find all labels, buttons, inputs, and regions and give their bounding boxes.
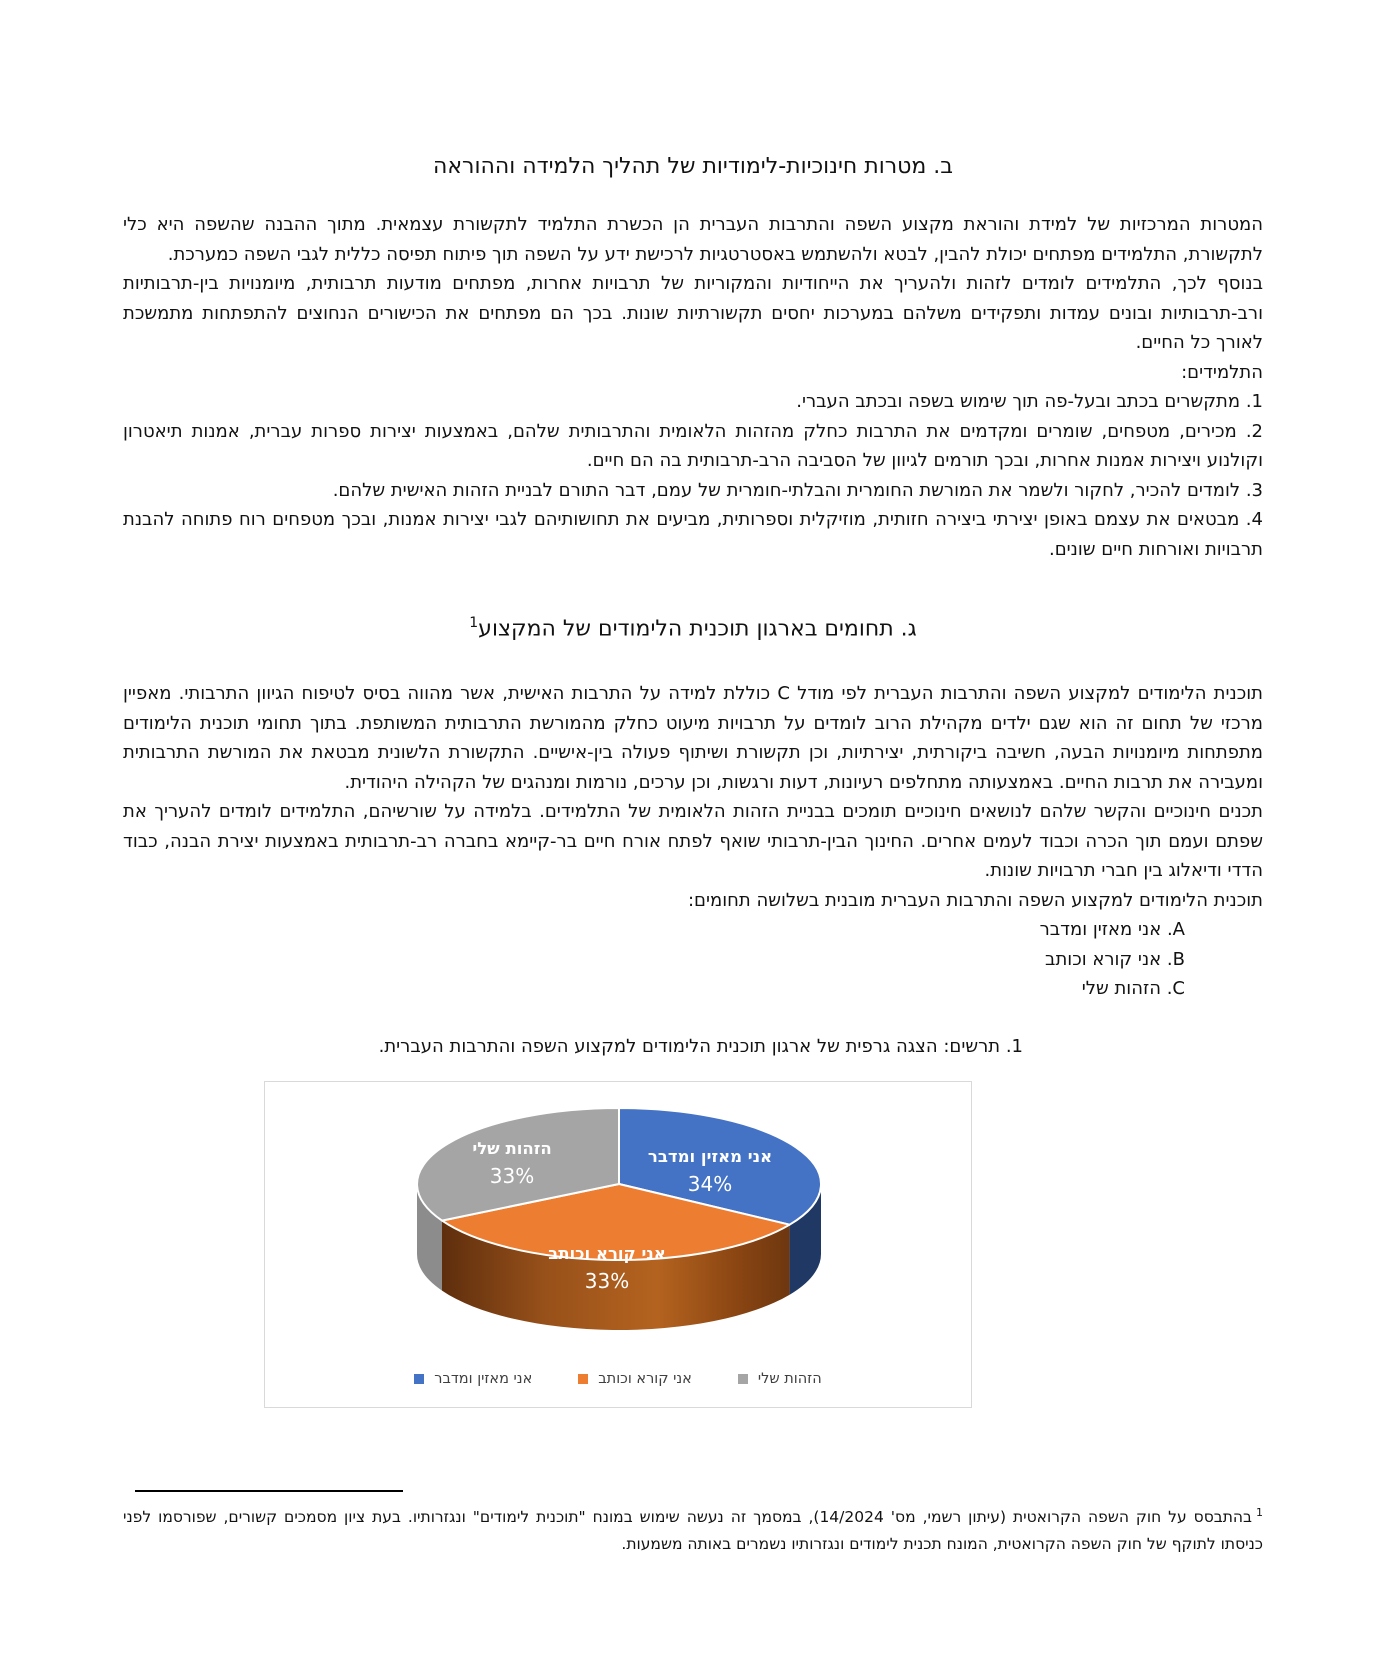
list-item-4: 4. מבטאים את עצמם באופן יצירתי ביצירה חזותית, מוזיקלית וספרותית, מביעים את תחושותיהם לגבי יצירות אמנות, ובכך מטפחים רוח פתוחה להבנת תרבויות ואורחות חיים שונים. [123,509,1263,560]
legend-marker-blue-icon [414,1374,424,1384]
section-b-heading: ב. מטרות חינוכיות-לימודיות של תהליך הלמידה וההוראה [432,154,954,179]
legend-marker-orange-icon [578,1374,588,1384]
legend-item-listening-speaking [414,1371,532,1387]
footnote-separator [135,1490,403,1492]
legend-label: אני קורא וכותב [598,1371,692,1388]
footnote-text: בהתבסס על חוק השפה הקרואטית (עיתון רשמי, מס' 14/2024), במסמך זה נעשה שימוש במונח "תוכנית לימודים" ונגזרותיו. בעת ציון מסמכים קשורים, שפורסמו לפני כניסתו לתוקף של חוק השפה הקרואטית, המונח תכנית לימודים ונגזרותיו נשמרים באותה משמעות. [123,1508,1263,1554]
domain-item-a: A. אני מאזין ומדבר [1039,919,1185,941]
pie-chart [265,1082,971,1342]
students-label: התלמידים: [1181,361,1263,383]
slice-label-listening-speaking: אני מאזין ומדבר [647,1147,773,1167]
legend-label: הזהות שלי [757,1371,822,1388]
legend-item-reading-writing [578,1371,692,1387]
list-item-3: 3. לומדים להכיר, לחקור ולשמר את המורשת החומרית והבלתי-חומרית של עמם, דבר התורם לבניית הזהות האישית שלהם. [332,479,1263,501]
domain-item-c: C. הזהות שלי [1081,978,1185,1000]
pie-chart-frame [264,1081,972,1408]
chart-legend [265,1371,971,1387]
section-b-paragraph-1: המטרות המרכזיות של למידת והוראת מקצוע השפה והתרבות העברית הן הכשרת התלמיד לתקשורת עצמאית. מתוך ההבנה שהשפה היא כלי לתקשורת, התלמידים מפתחים יכולת להבין, לבטא ולהשתמש באסטרטגיות לרכישת ידע על השפה תוך פיתוח תפיסה כללית לגבי השפה כמערכת. [123,214,1263,265]
legend-label: אני מאזין ומדבר [434,1371,533,1388]
section-c-domains-intro: תוכנית הלימודים למקצוע השפה והתרבות העברית מובנית בשלושה תחומים: [687,889,1263,911]
footnote [123,1499,1263,1558]
domain-list [123,915,1263,1004]
slice-value-reading-writing: 33% [584,1269,630,1294]
legend-marker-gray-icon [738,1374,748,1384]
list-item-1: 1. מתקשרים בכתב ובעל-פה תוך שימוש בשפה ובכתב העברי. [796,391,1263,412]
section-c-heading [123,606,1263,646]
section-c-paragraph-1: תוכנית הלימודים למקצוע השפה והתרבות העברית לפי מודל C כוללת למידה על התרבות האישית, אשר מהווה בסיס לטיפוח הגיוון התרבותי. מאפיין מרכזי של תחום זה הוא שגם ילדים מקהילת הרוב לומדים על תרבויות מיעוט כחלק מהמורשת התרבותית המשותפת. בתוך תחומי תוכנית הלימודים מתפתחות מיומנויות הבעה, חשיבה ביקורתית, יצירתיות, וכן תקשורת ושיתוף פעולה בין-אישיים. התקשורת הלשונית מבטאת את המורשת התרבותית ומעבירה את תרבות החיים. באמצעותה מתחלפים רעיונות, דעות ורגשות, וכן ערכים, נורמות ומנהגים של הקהילה היהודית. [123,683,1263,793]
slice-value-listening-speaking: 34% [687,1172,733,1197]
figure-caption: 1. תרשים: הצגה גרפית של ארגון תוכנית הלימודים למקצוע השפה והתרבות העברית. [378,1035,1023,1057]
domain-item-b: B. אני קורא וכותב [1045,948,1185,970]
section-c-heading-text: ג. תחומים בארגון תוכנית הלימודים של המקצוע [478,616,917,642]
slice-value-my-identity: 33% [489,1164,535,1189]
footnote-number: 1 [1256,1506,1263,1520]
slice-label-my-identity: הזהות שלי [472,1139,552,1159]
section-b-paragraph-2: בנוסף לכך, התלמידים לומדים לזהות ולהעריך את הייחודיות והמקוריות של תרבויות אחרות, מפתחים מודעות תרבותית, מיומנויות בין-תרבותיות ורב-תרבותיות ובונים עמדות ותפקידים משלהם במערכות יחסים תקשורתיות שונות. בכך הם מפתחים את הכישורים הנחוצים להתפתחות מתמשכת לאורך כל החיים. [123,273,1263,353]
section-c-paragraph-2: תכנים חינוכיים והקשר שלהם לנושאים חינוכיים תומכים בבניית הזהות הלאומית של התלמידים. בלמידה על שורשיהם, התלמידים לומדים להעריך את שפתם ועמם תוך הכרה וכבוד לעמים אחרים. החינוך הבין-תרבותי שואף לפתח אורח חיים בר-קיימא בחברה רב-תרבותית באמצעות יצירת הבנה, כבוד הדדי ודיאלוג בין חברי תרבויות שונות. [123,801,1263,882]
list-item-2: 2. מכירים, מטפחים, שומרים ומקדמים את התרבות כחלק מהזהות הלאומית והתרבותית שלהם, באמצעות יצירות ספרות עברית, אמנות תיאטרון וקולנוע ויצירות אמנות אחרות, ובכך תורמים לגיוון של הסביבה הרב-תרבותית בה הם חיים. [123,420,1263,471]
legend-item-my-identity [738,1371,822,1387]
footnote-reference-mark: 1 [469,615,479,631]
slice-label-reading-writing: אני קורא וכותב [548,1244,666,1264]
